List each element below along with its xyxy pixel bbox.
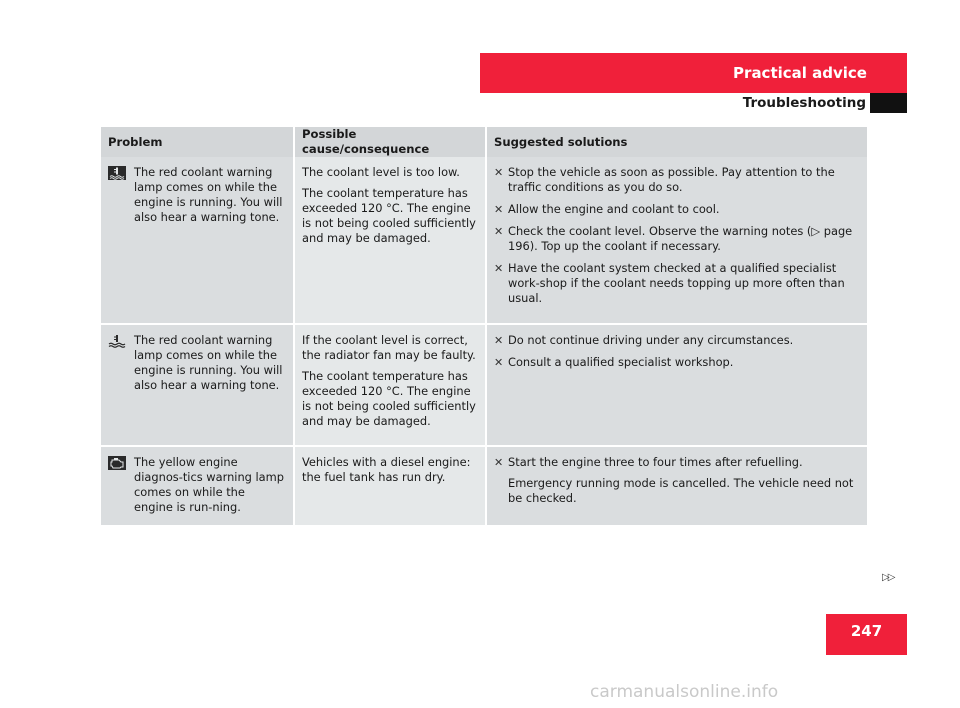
list-item: ✕ Allow the engine and coolant to cool. xyxy=(494,202,720,216)
problem-text: The red coolant warning lamp comes on while the engine is running. You will also hear a warning tone. xyxy=(134,165,283,224)
cause-text: If the coolant level is correct, the radiator fan may be faulty. xyxy=(302,333,476,362)
section-banner xyxy=(480,53,907,93)
coolant-warning-icon xyxy=(108,166,126,180)
cause-cell xyxy=(293,445,485,525)
cause-cell xyxy=(293,323,485,445)
solution-note: Emergency running mode is cancelled. The vehicle need not be checked. xyxy=(508,476,854,505)
step-arrow-icon: ✕ xyxy=(494,456,504,469)
cause-text: The coolant level is too low. xyxy=(302,165,460,179)
continue-marker: ▷▷ xyxy=(882,572,894,583)
list-item: ✕ Consult a qualified specialist workshop. xyxy=(494,355,734,369)
step-arrow-icon: ✕ xyxy=(494,225,504,238)
list-item: ✕ Start the engine three to four times after refuelling. Emergency running mode is cancelled. The vehicle need not be checked. xyxy=(494,455,860,506)
step-arrow-icon: ✕ xyxy=(494,203,504,216)
page-number-text: 247 xyxy=(850,622,883,640)
table-row xyxy=(101,323,867,445)
coolant-warning-icon xyxy=(108,334,126,348)
step-arrow-icon: ✕ xyxy=(494,356,504,369)
problem-cell xyxy=(101,323,293,445)
step-arrow-icon: ✕ xyxy=(494,334,504,347)
troubleshooting-table xyxy=(101,127,867,525)
solutions-cell xyxy=(485,445,867,525)
table-header-row xyxy=(101,127,867,157)
cause-text: The coolant temperature has exceeded 120 °C. The engine is not being cooled sufficiently and may be damaged. xyxy=(302,369,476,428)
engine-diagnostics-icon xyxy=(108,456,126,470)
list-item: ✕ Have the coolant system checked at a qualified specialist work-shop if the coolant needs topping up more often than usual. xyxy=(494,261,845,305)
column-header-problem: Problem xyxy=(101,127,293,157)
cause-text: Vehicles with a diesel engine: the fuel tank has run dry. xyxy=(302,455,471,484)
table-row xyxy=(101,157,867,323)
column-header-solutions: Suggested solutions xyxy=(485,127,867,157)
header-marker-block xyxy=(870,93,907,113)
table-row xyxy=(101,445,867,525)
problem-cell xyxy=(101,445,293,525)
step-arrow-icon: ✕ xyxy=(494,262,504,275)
step-arrow-icon: ✕ xyxy=(494,166,504,179)
column-header-cause: Possible cause/consequence xyxy=(293,127,485,157)
list-item: ✕ Stop the vehicle as soon as possible. Pay attention to the traffic conditions as you do so. xyxy=(494,165,835,194)
problem-text: The yellow engine diagnos-tics warning lamp comes on while the engine is run-ning. xyxy=(134,455,284,514)
subsection-title: Troubleshooting xyxy=(742,95,866,111)
solutions-cell xyxy=(485,157,867,323)
problem-cell xyxy=(101,157,293,323)
cause-text: The coolant temperature has exceeded 120 °C. The engine is not being cooled sufficiently and may be damaged. xyxy=(302,186,476,245)
page-number xyxy=(826,614,907,655)
list-item: ✕ Do not continue driving under any circumstances. xyxy=(494,333,794,347)
solutions-cell xyxy=(485,323,867,445)
section-title: Practical advice xyxy=(733,64,867,82)
problem-text: The red coolant warning lamp comes on while the engine is running. You will also hear a warning tone. xyxy=(134,333,283,392)
watermark-text: carmanualsonline.info xyxy=(590,682,779,702)
list-item: ✕ Check the coolant level. Observe the warning notes (▷ page 196). Top up the coolant if necessary. xyxy=(494,224,853,253)
cause-cell xyxy=(293,157,485,323)
